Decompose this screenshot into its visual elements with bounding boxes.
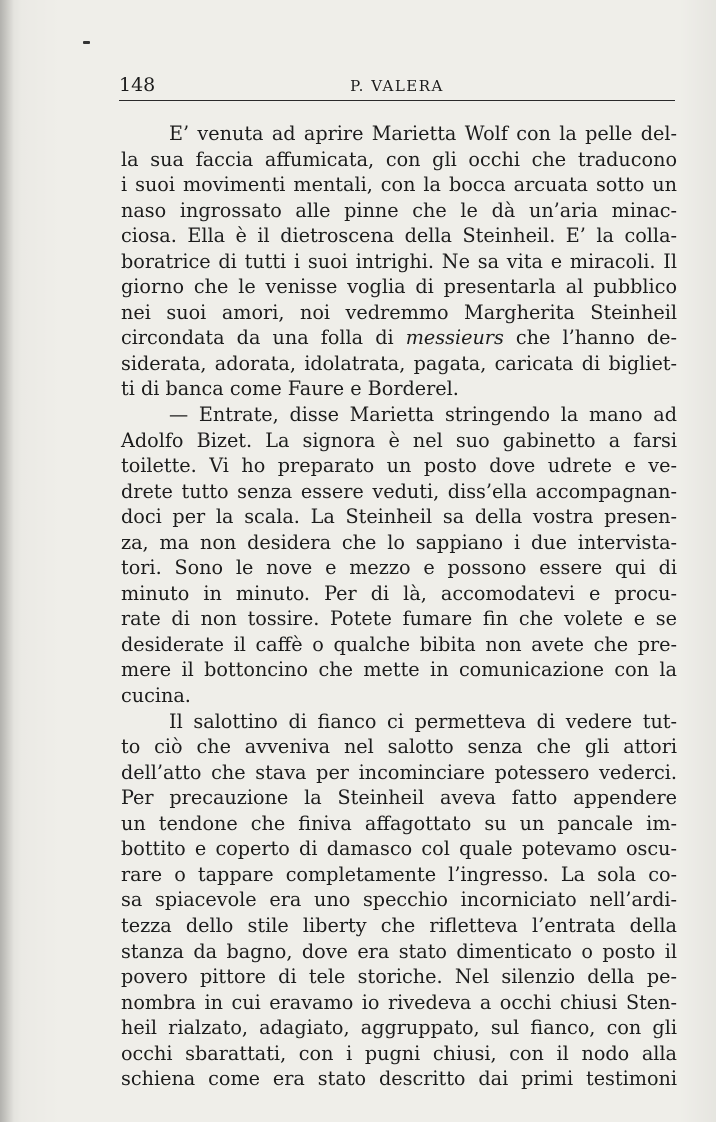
text-line: — Entrate, disse Marietta stringendo la mano ad bbox=[169, 403, 677, 427]
body-text bbox=[121, 121, 681, 1092]
text-line: desiderate il caffè o qualche bibita non avete che pre- bbox=[121, 632, 677, 656]
text-line: nombra in cui eravamo io rivedeva a occhi chiusi Sten- bbox=[121, 990, 677, 1014]
ink-mark bbox=[83, 41, 90, 44]
italic-word: messieurs bbox=[405, 326, 504, 350]
text-line: occhi sbarattati, con i pugni chiusi, con il nodo alla bbox=[121, 1041, 677, 1065]
text-line: circondata da una folla di messieurs che l’hanno de- bbox=[121, 326, 677, 350]
text-line: la sua faccia affumicata, con gli occhi che traducono bbox=[121, 147, 677, 171]
text-line: Il salottino di fianco ci permetteva di vedere tut- bbox=[169, 709, 677, 733]
text-line: sa spiacevole era uno specchio incorniciato nell’ardi- bbox=[121, 888, 677, 912]
text-line: povero pittore di tele storiche. Nel silenzio della pe- bbox=[121, 965, 677, 989]
text-line: rate di non tossire. Potete fumare fin che volete e se bbox=[121, 607, 677, 631]
text-line: bottito e coperto di damasco col quale potevamo oscu- bbox=[121, 837, 677, 861]
text-line: schiena come era stato descritto dai primi testimoni bbox=[121, 1067, 677, 1091]
running-head: P. VALERA bbox=[350, 77, 444, 95]
text-line: boratrice di tutti i suoi intrighi. Ne sa vita e miracoli. Il bbox=[121, 249, 677, 273]
text-line: Adolfo Bizet. La signora è nel suo gabinetto a farsi bbox=[121, 428, 677, 452]
text-line: cucina. bbox=[121, 684, 191, 708]
spine-shadow bbox=[0, 0, 14, 1122]
text-line: E’ venuta ad aprire Marietta Wolf con la pelle del- bbox=[169, 122, 677, 145]
page-header bbox=[119, 72, 675, 98]
text-line: doci per la scala. La Steinheil sa della vostra presen- bbox=[121, 505, 677, 529]
header-rule bbox=[119, 100, 675, 101]
text-line: nei suoi amori, noi vedremmo Margherita Steinheil bbox=[121, 300, 677, 324]
text-line: drete tutto senza essere veduti, diss’ella accompagnan- bbox=[121, 479, 677, 503]
text-line: toilette. Vi ho preparato un posto dove udrete e ve- bbox=[121, 454, 677, 478]
text-line: mere il bottoncino che mette in comunicazione con la bbox=[121, 658, 677, 682]
text-line: stanza da bagno, dove era stato dimenticato o posto il bbox=[121, 939, 677, 963]
page-number: 148 bbox=[119, 74, 156, 96]
text-line: ciosa. Ella è il dietroscena della Steinheil. E’ la colla- bbox=[121, 224, 677, 248]
text-line: Per precauzione la Steinheil aveva fatto appendere bbox=[121, 786, 677, 810]
text-line: tezza dello stile liberty che rifletteva l’entrata della bbox=[121, 913, 677, 937]
text-line: minuto in minuto. Per di là, accomodatevi e procu- bbox=[121, 581, 677, 605]
text-line: giorno che le venisse voglia di presentarla al pubblico bbox=[121, 275, 677, 299]
text-line: dell’atto che stava per incominciare potessero vederci. bbox=[121, 760, 677, 784]
text-line: siderata, adorata, idolatrata, pagata, caricata di bigliet- bbox=[121, 351, 677, 375]
text-line: naso ingrossato alle pinne che le dà un’aria minac- bbox=[121, 198, 677, 222]
text-line: za, ma non desidera che lo sappiano i due intervista- bbox=[121, 530, 677, 554]
text-line: heil rialzato, adagiato, aggruppato, sul fianco, con gli bbox=[121, 1016, 677, 1040]
text-line: ti di banca come Faure e Borderel. bbox=[121, 377, 459, 401]
text-line: i suoi movimenti mentali, con la bocca arcuata sotto un bbox=[121, 173, 677, 197]
text-line: to ciò che avveniva nel salotto senza che gli attori bbox=[121, 735, 677, 759]
text-line: rare o tappare completamente l’ingresso. La sola co- bbox=[121, 862, 677, 886]
text-line: un tendone che finiva affagottato su un pancale im- bbox=[121, 811, 677, 835]
text-line: tori. Sono le nove e mezzo e possono essere qui di bbox=[121, 556, 677, 580]
